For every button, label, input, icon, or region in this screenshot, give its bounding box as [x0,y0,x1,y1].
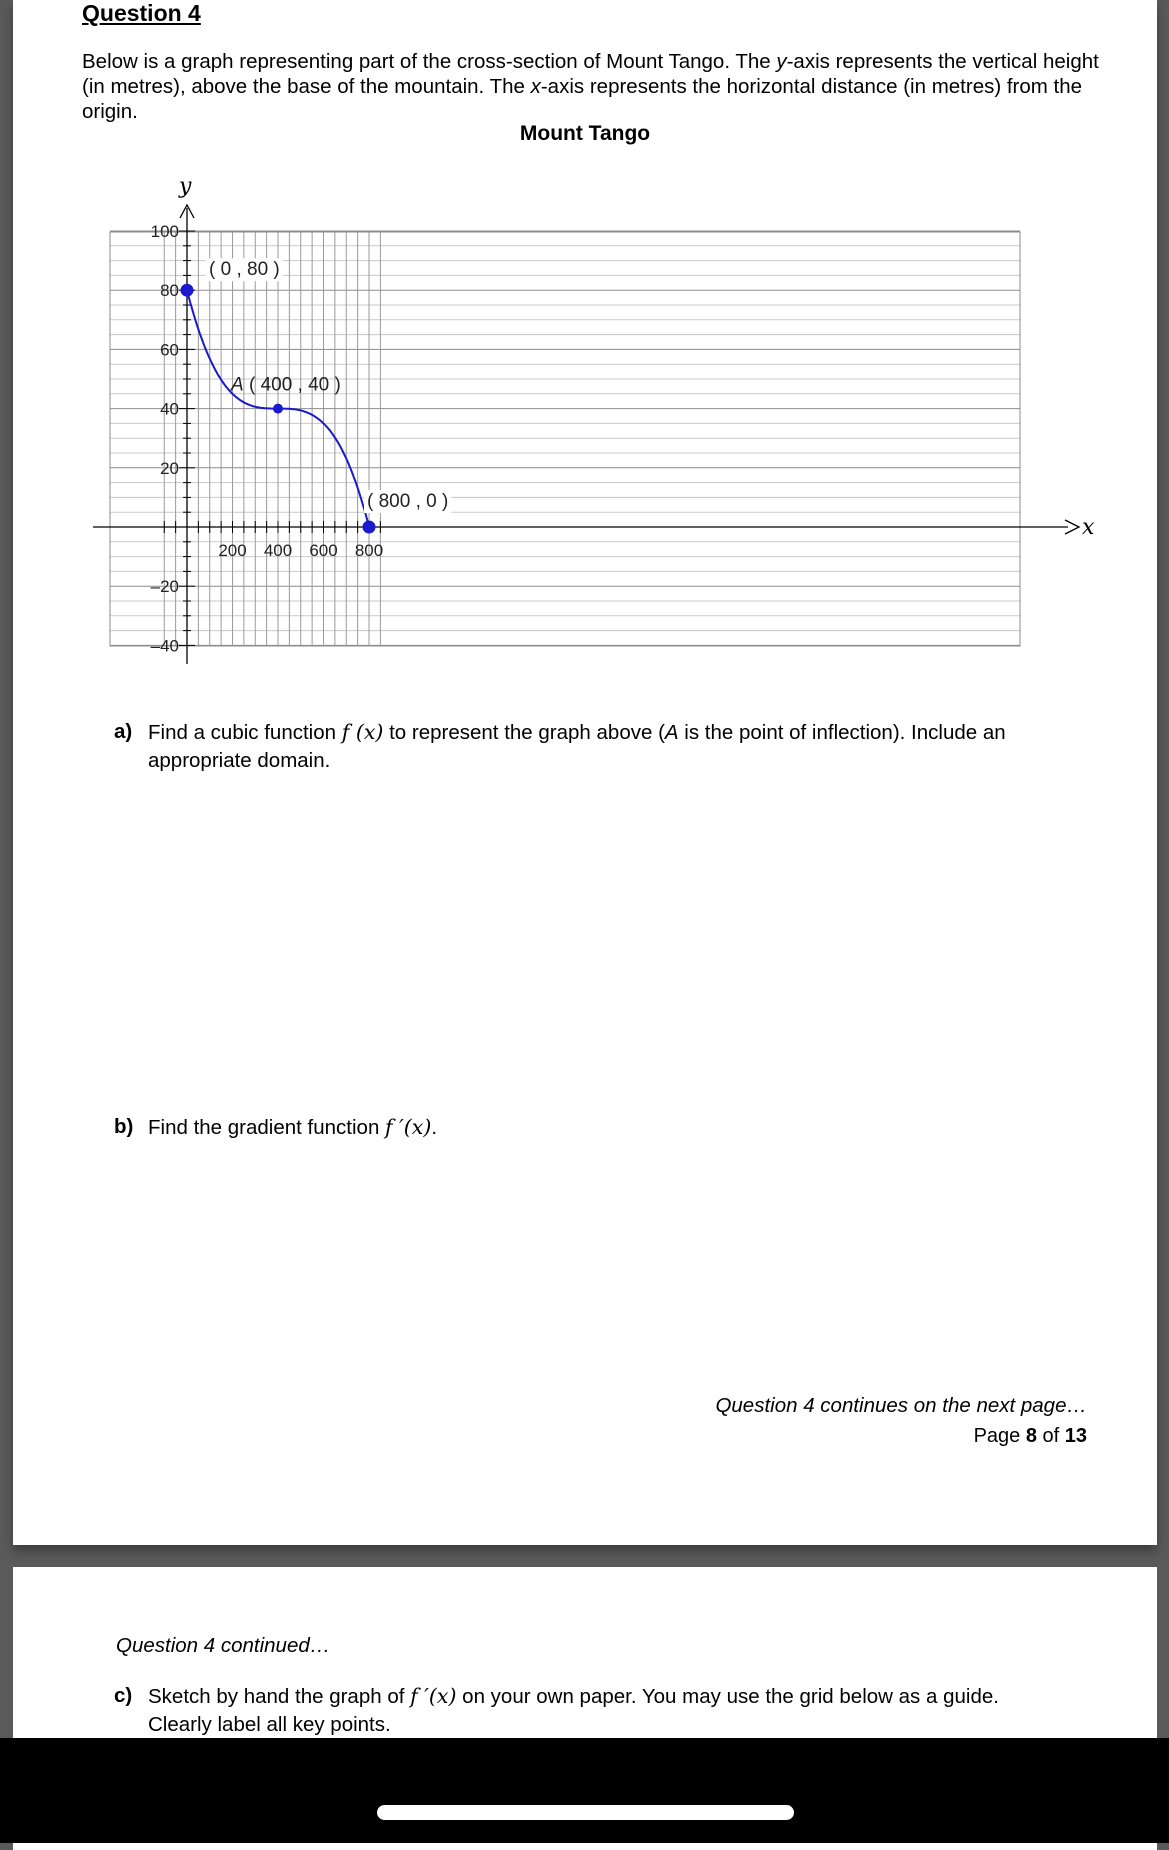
point-label: ( 0 , 80 ) [209,259,280,281]
continues-note: Question 4 continues on the next page… [715,1394,1087,1417]
page-number: Page 8 of 13 [973,1425,1087,1447]
system-bottom-bar [0,1738,1169,1843]
x-tick-label: 200 [218,541,247,560]
graph-title: Mount Tango [519,122,651,145]
point-labels [206,258,451,513]
document-page-8 [13,0,1157,1545]
part-a-label: a) [114,720,133,743]
point-label: A ( 400 , 40 ) [231,374,341,396]
y-tick-label: 40 [160,399,179,419]
data-point [363,521,376,534]
x-axis-label: x [1082,515,1095,540]
y-tick-label: 20 [160,458,179,478]
y-tick-label: 100 [150,222,179,241]
question-intro: Below is a graph representing part of the cross-section of Mount Tango. The y-axis represents the vertical height (in metres), above the base of the mountain. The x-axis represents the horizontal distance (in metres) from the origin. [82,50,1099,123]
data-point [273,404,283,414]
y-tick-label: –40 [150,636,179,656]
x-tick-label: 800 [354,541,384,560]
mount-tango-chart [13,0,1157,700]
grid-border [110,232,1020,646]
x-tick-label: 600 [309,541,338,560]
y-axis-label: y [179,174,192,199]
y-tick-label: 60 [160,340,179,360]
point-label: ( 800 , 0 ) [367,491,449,512]
part-c-label: c) [114,1684,133,1707]
continued-note: Question 4 continued… [116,1634,331,1657]
question-title: Question 4 [82,0,201,26]
part-b-label: b) [114,1115,134,1138]
chart-grid [110,231,1020,646]
y-tick-label: –20 [150,577,179,597]
part-b-text: Find the gradient function f ′(x). [148,1115,438,1139]
x-tick-label: 400 [263,541,293,560]
y-tick-label: 80 [160,281,179,301]
home-indicator[interactable] [377,1805,794,1820]
part-a-text: Find a cubic function f (x) to represent the graph above (A is the point of inflection). Include an appropriate domain. [148,720,1006,772]
data-point [181,284,194,297]
part-c-text: Sketch by hand the graph of f ′(x) on your own paper. You may use the grid below as a guide. Clearly label all key points. [148,1684,999,1736]
